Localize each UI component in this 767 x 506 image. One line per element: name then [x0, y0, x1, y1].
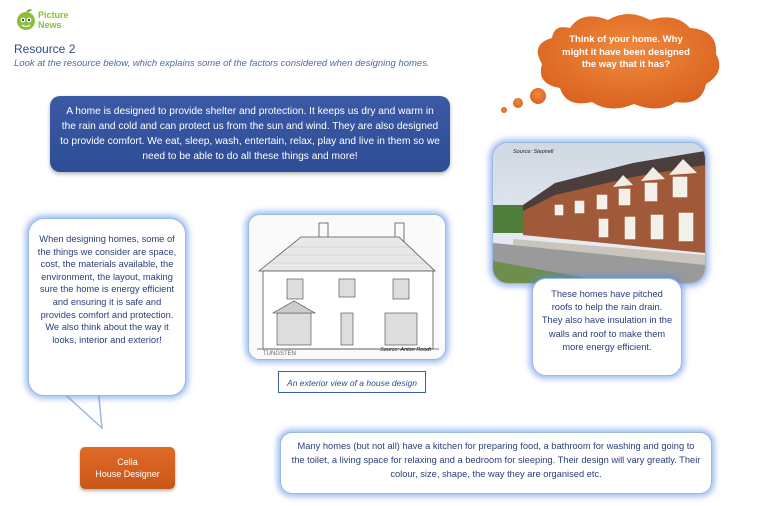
designer-name: Celia	[117, 457, 138, 467]
drawing-stamp: TUNGSTEN	[263, 351, 296, 357]
house-source: Source: Anton Roodt	[380, 347, 431, 353]
designer-role: House Designer	[95, 469, 160, 479]
page-title: Resource 2	[14, 42, 76, 56]
photo-source: Source: Stepnell	[513, 149, 554, 155]
house-caption: An exterior view of a house design	[278, 371, 426, 393]
many-homes-text: Many homes (but not all) have a kitchen for preparing food, a bathroom for washing and going to the toilet, a living space for relaxing and a bedroom for sleeping. Their design will vary greatly. Their colour, size, shape, the way they are organised etc.	[291, 441, 701, 479]
designer-name-tag	[80, 447, 175, 489]
house-photo	[493, 143, 705, 283]
thought-text: Think of your home. Why might it have been designed the way that it has?	[562, 34, 690, 70]
pitched-roofs-box	[532, 278, 682, 376]
pitched-roofs-text: These homes have pitched roofs to help the rain drain. They also have insulation in the walls and roof to make them more energy efficient.	[541, 289, 673, 352]
intro-text: A home is designed to provide shelter and protection. It keeps us dry and warm in the rain and cold and can protect us from the sun and wind. They are also designed to provide comfort. We eat, sleep, wash, entertain, relax, play and live in them so we need to be able to do all these things and more!	[60, 106, 440, 162]
house-photo-frame	[492, 142, 706, 284]
intro-box	[50, 96, 450, 172]
house-drawing-frame	[248, 214, 446, 360]
logo-icon	[14, 8, 38, 32]
many-homes-box	[280, 432, 712, 494]
house-drawing	[249, 215, 445, 359]
page-subtitle: Look at the resource below, which explains some of the factors considered when designing homes.	[14, 58, 430, 69]
logo-text: Picture News	[38, 10, 69, 30]
speech-bubble	[28, 218, 186, 396]
speech-text: When designing homes, some of the things we consider are space, cost, the materials available, the environment, the layout, making sure the home is energy efficient and ensuring it is safe and provides comfort and protection. We also think about the way it looks, interior and exterior!	[37, 234, 177, 345]
